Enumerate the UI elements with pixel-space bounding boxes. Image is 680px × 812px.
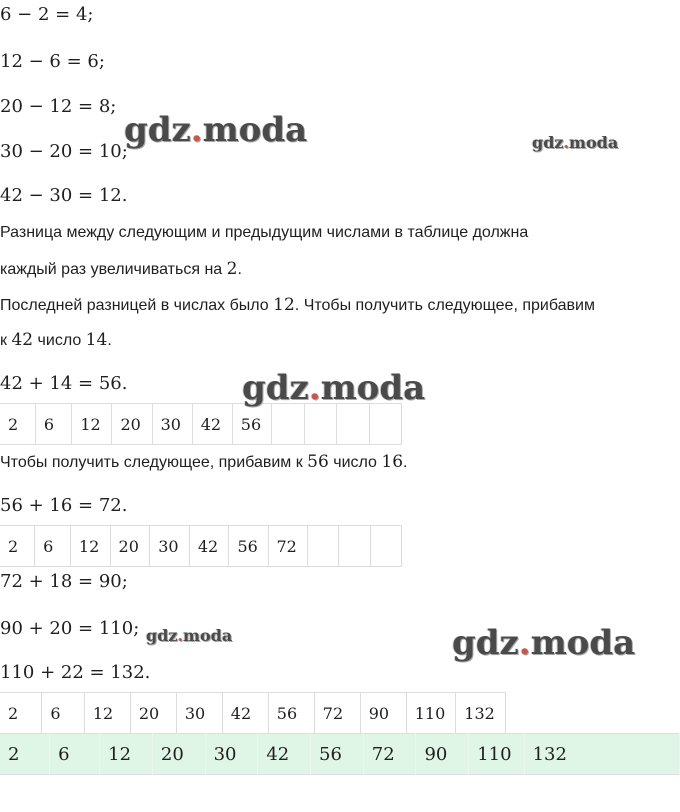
table-cell (369, 404, 401, 445)
table-cell: 6 (50, 734, 100, 775)
table-cell: 30 (176, 693, 222, 734)
paragraph-line: Последней разницей в числах было 12. Чтобы получить следующее, прибавим (0, 295, 595, 315)
sequence-table (0, 403, 402, 445)
equation-line: 30 − 20 = 10; (0, 141, 128, 162)
watermark-logo: gdz.moda (146, 626, 233, 645)
table-cell: 12 (84, 693, 130, 734)
table-cell: 132 (524, 734, 679, 775)
table-cell: 72 (314, 693, 360, 734)
equation-line: 42 − 30 = 12. (0, 185, 128, 206)
table-cell: 2 (0, 526, 35, 567)
table-cell: 2 (0, 404, 35, 445)
table-cell: 56 (229, 526, 268, 567)
table-cell: 6 (35, 526, 71, 567)
table-cell: 56 (268, 693, 314, 734)
table-cell: 12 (70, 526, 110, 567)
table-cell: 6 (42, 693, 84, 734)
table-cell (370, 526, 401, 567)
paragraph-line: Разница между следующим и предыдущим числами в таблице должна (0, 224, 529, 241)
equation-line: 72 + 18 = 90; (0, 571, 128, 592)
table-cell: 132 (456, 693, 506, 734)
table-cell: 42 (258, 734, 311, 775)
table-cell: 110 (406, 693, 456, 734)
equation-line: 20 − 12 = 8; (0, 96, 117, 117)
equation-line: 12 − 6 = 6; (0, 51, 105, 72)
equation-line: 56 + 16 = 72. (0, 495, 128, 516)
table-cell: 6 (35, 404, 72, 445)
table-cell: 42 (222, 693, 268, 734)
table-cell: 90 (416, 734, 469, 775)
answer-table (0, 733, 680, 775)
paragraph-line: Чтобы получить следующее, прибавим к 56 число 16. (0, 452, 408, 472)
table-cell: 2 (0, 693, 42, 734)
table-cell: 72 (363, 734, 416, 775)
table-cell: 30 (150, 526, 190, 567)
table-cell: 90 (360, 693, 406, 734)
watermark-logo: gdz.moda (452, 623, 636, 663)
table-cell: 30 (205, 734, 258, 775)
table-cell: 2 (0, 734, 50, 775)
table-cell: 72 (268, 526, 308, 567)
paragraph-line: каждый раз увеличиваться на 2. (0, 259, 242, 279)
table-cell: 20 (130, 693, 176, 734)
table-cell: 20 (112, 404, 152, 445)
equation-line: 6 − 2 = 4; (0, 4, 94, 25)
watermark-logo: gdz.moda (242, 368, 426, 408)
table-cell: 110 (469, 734, 524, 775)
sequence-table (0, 525, 402, 567)
table-cell: 20 (152, 734, 205, 775)
table-cell: 12 (100, 734, 153, 775)
equation-line: 110 + 22 = 132. (0, 662, 151, 683)
table-cell: 56 (311, 734, 364, 775)
table-cell: 42 (192, 404, 232, 445)
table-cell: 42 (189, 526, 229, 567)
table-cell (339, 526, 370, 567)
table-cell (305, 404, 337, 445)
table-cell: 30 (152, 404, 192, 445)
table-cell (308, 526, 339, 567)
sequence-table (0, 692, 506, 734)
watermark-logo: gdz.moda (532, 133, 619, 152)
table-cell: 20 (110, 526, 150, 567)
table-cell (337, 404, 369, 445)
paragraph-line: к 42 число 14. (0, 330, 112, 350)
table-cell: 12 (72, 404, 112, 445)
equation-line: 90 + 20 = 110; (0, 618, 140, 639)
table-cell (272, 404, 305, 445)
equation-line: 42 + 14 = 56. (0, 373, 128, 394)
watermark-logo: gdz.moda (124, 110, 308, 150)
table-cell: 56 (232, 404, 271, 445)
